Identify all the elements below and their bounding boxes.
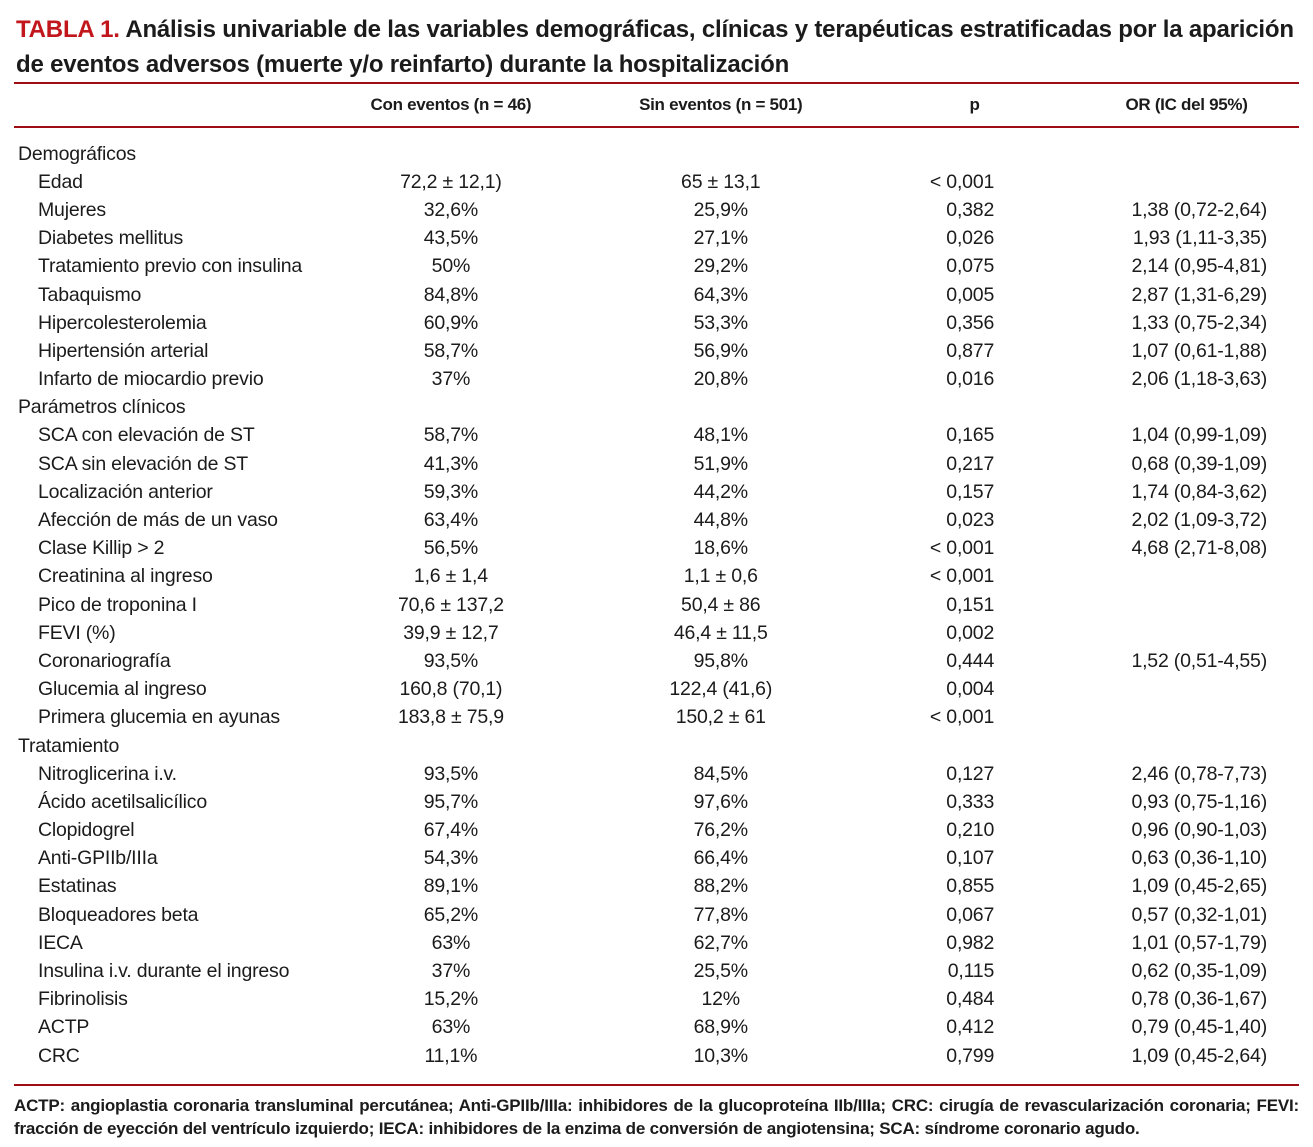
row-label: Fibrinolisis (38, 988, 128, 1011)
cell-p-value: 0,127 (946, 762, 995, 785)
row-label: Diabetes mellitus (38, 227, 184, 250)
cell-con-eventos: 95,7% (423, 790, 479, 813)
cell-sin-eventos: 66,4% (693, 847, 748, 870)
cell-sin-eventos: 51,9% (693, 452, 748, 475)
row-label: FEVI (%) (38, 621, 116, 644)
cell-con-eventos: 43,5% (423, 227, 479, 250)
cell-sin-eventos: 25,9% (693, 198, 748, 221)
cell-or-value: 1,52 (0,51-4,55) (1131, 649, 1267, 672)
table-row (14, 957, 1299, 985)
cell-sin-eventos: 77,8% (693, 903, 748, 926)
cell-or-value: 1,38 (0,72-2,64) (1131, 198, 1267, 221)
cell-or-value: 0,78 (0,36-1,67) (1131, 988, 1267, 1011)
cell-or-value: 2,14 (0,95-4,81) (1131, 255, 1267, 278)
row-label: Clase Killip > 2 (38, 537, 165, 560)
cell-p-value: 0,067 (946, 903, 995, 926)
row-label: Creatinina al ingreso (38, 565, 213, 588)
table-row (14, 619, 1299, 647)
row-label: Insulina i.v. durante el ingreso (38, 960, 290, 983)
cell-p-value: 0,412 (946, 1016, 995, 1039)
cell-sin-eventos: 48,1% (693, 424, 748, 447)
row-label: Infarto de miocardio previo (38, 368, 264, 391)
footnote: ACTP: angioplastia coronaria transluminal percutánea; Anti-GPIIb/IIIa: inhibidores de la glucoproteína IIb/IIIa; CRC: cirugía de revascularización coronaria; FEVI: fracción de eyección del ventrículo izquierdo; IECA: inhibidores de la enzima de conversión de angiotensina; SCA: síndrome coronario agudo. (14, 1096, 1299, 1138)
row-label: Estatinas (38, 875, 117, 898)
cell-p-value: < 0,001 (929, 537, 995, 560)
cell-p-value: 0,877 (946, 339, 995, 362)
table-row (14, 1042, 1299, 1070)
row-label: ACTP (38, 1016, 90, 1039)
cell-sin-eventos: 97,6% (693, 790, 748, 813)
cell-sin-eventos: 68,9% (693, 1016, 748, 1039)
row-label: Primera glucemia en ayunas (38, 706, 280, 729)
cell-or-value: 1,04 (0,99-1,09) (1131, 424, 1267, 447)
table-number-label: TABLA 1. (16, 16, 120, 43)
cell-p-value: 0,002 (946, 621, 995, 644)
bottom-rule (14, 1084, 1299, 1086)
cell-or-value: 0,93 (0,75-1,16) (1131, 790, 1267, 813)
cell-p-value: < 0,001 (929, 706, 995, 729)
cell-sin-eventos: 50,4 ± 86 (681, 593, 761, 616)
column-header-con-eventos: Con eventos (n = 46) (370, 95, 532, 114)
table-title-text: Análisis univariable de las variables demográficas, clínicas y terapéuticas estratificadas por la aparición de eventos adversos (muerte y/o reinfarto) durante la hospitalización (16, 16, 1294, 78)
table-row (14, 422, 1299, 450)
cell-con-eventos: 67,4% (423, 819, 479, 842)
cell-con-eventos: 84,8% (423, 283, 479, 306)
section-header-label: Parámetros clínicos (18, 396, 186, 419)
cell-sin-eventos: 122,4 (41,6) (669, 678, 773, 701)
cell-sin-eventos: 12% (701, 988, 740, 1011)
cell-con-eventos: 65,2% (423, 903, 479, 926)
cell-con-eventos: 72,2 ± 12,1) (400, 170, 502, 193)
row-label: Tabaquismo (38, 283, 142, 306)
cell-sin-eventos: 84,5% (693, 762, 748, 785)
table-row (14, 986, 1299, 1014)
table-row (14, 535, 1299, 563)
section-header-row (14, 732, 1299, 760)
row-label: IECA (38, 931, 83, 954)
cell-sin-eventos: 44,2% (693, 480, 748, 503)
cell-con-eventos: 183,8 ± 75,9 (397, 706, 504, 729)
cell-p-value: 0,444 (946, 649, 995, 672)
row-label: Ácido acetilsalicílico (38, 790, 208, 813)
cell-or-value: 0,96 (0,90-1,03) (1131, 819, 1267, 842)
row-label: Pico de troponina I (38, 593, 197, 616)
table-row (14, 168, 1299, 196)
table-row (14, 506, 1299, 534)
cell-p-value: 0,799 (946, 1044, 995, 1067)
cell-con-eventos: 37% (431, 368, 471, 391)
cell-p-value: 0,982 (946, 931, 995, 954)
cell-sin-eventos: 64,3% (693, 283, 748, 306)
cell-con-eventos: 89,1% (423, 875, 479, 898)
cell-or-value: 1,33 (0,75-2,34) (1131, 311, 1267, 334)
cell-con-eventos: 37% (431, 960, 471, 983)
cell-con-eventos: 63,4% (423, 509, 479, 532)
table-row (14, 478, 1299, 506)
cell-or-value (1074, 168, 1299, 196)
cell-or-value (1074, 676, 1299, 704)
header-rule (14, 126, 1299, 128)
row-label: SCA con elevación de ST (38, 424, 255, 447)
table-row (14, 760, 1299, 788)
table-row (14, 563, 1299, 591)
cell-sin-eventos: 65 ± 13,1 (681, 170, 761, 193)
section-header-label: Tratamiento (18, 734, 120, 757)
cell-p-value: 0,075 (946, 255, 995, 278)
page-title (14, 12, 1299, 82)
section-header-row (14, 140, 1299, 168)
cell-p-value: < 0,001 (929, 565, 995, 588)
cell-sin-eventos: 29,2% (693, 255, 748, 278)
cell-or-value: 1,07 (0,61-1,88) (1131, 339, 1267, 362)
cell-or-value: 1,74 (0,84-3,62) (1131, 480, 1267, 503)
cell-sin-eventos: 1,1 ± 0,6 (683, 565, 758, 588)
row-label: Glucemia al ingreso (38, 678, 207, 701)
table-row (14, 901, 1299, 929)
cell-sin-eventos: 88,2% (693, 875, 748, 898)
cell-or-value: 4,68 (2,71-8,08) (1131, 537, 1267, 560)
cell-con-eventos: 54,3% (423, 847, 479, 870)
column-header-sin-eventos: Sin eventos (n = 501) (639, 95, 803, 114)
cell-or-value: 1,09 (0,45-2,64) (1131, 1044, 1267, 1067)
cell-or-value: 1,09 (0,45-2,65) (1131, 875, 1267, 898)
row-label: CRC (38, 1044, 80, 1067)
cell-or-value: 2,02 (1,09-3,72) (1131, 509, 1267, 532)
data-table (14, 140, 1299, 1070)
cell-sin-eventos: 10,3% (693, 1044, 748, 1067)
cell-sin-eventos: 53,3% (693, 311, 748, 334)
row-label: SCA sin elevación de ST (38, 452, 249, 475)
cell-con-eventos: 93,5% (423, 649, 479, 672)
cell-p-value: 0,333 (946, 790, 995, 813)
row-label: Hipertensión arterial (38, 339, 209, 362)
cell-p-value: 0,382 (946, 198, 995, 221)
table-row (14, 337, 1299, 365)
table-row (14, 929, 1299, 957)
cell-con-eventos: 160,8 (70,1) (399, 678, 503, 701)
cell-con-eventos: 39,9 ± 12,7 (403, 621, 499, 644)
row-label: Anti-GPIIb/IIIa (38, 847, 158, 870)
cell-sin-eventos: 76,2% (693, 819, 748, 842)
cell-con-eventos: 93,5% (423, 762, 479, 785)
cell-con-eventos: 15,2% (423, 988, 479, 1011)
table-row (14, 873, 1299, 901)
row-label: Clopidogrel (38, 819, 135, 842)
cell-or-value (1074, 591, 1299, 619)
cell-p-value: 0,115 (947, 960, 995, 983)
cell-sin-eventos: 20,8% (693, 368, 748, 391)
cell-or-value: 0,63 (0,36-1,10) (1131, 847, 1267, 870)
cell-con-eventos: 63% (431, 931, 471, 954)
cell-p-value: 0,107 (946, 847, 995, 870)
row-label: Nitroglicerina i.v. (38, 762, 177, 785)
cell-sin-eventos: 46,4 ± 11,5 (673, 621, 768, 644)
cell-sin-eventos: 25,5% (693, 960, 748, 983)
cell-con-eventos: 32,6% (423, 198, 479, 221)
cell-sin-eventos: 95,8% (693, 649, 748, 672)
cell-con-eventos: 63% (431, 1016, 471, 1039)
cell-or-value: 0,62 (0,35-1,09) (1131, 960, 1267, 983)
row-label: Hipercolesterolemia (38, 311, 207, 334)
cell-or-value: 1,01 (0,57-1,79) (1131, 931, 1267, 954)
table-row (14, 817, 1299, 845)
table-row (14, 704, 1299, 732)
cell-con-eventos: 58,7% (423, 339, 479, 362)
cell-p-value: 0,484 (946, 988, 995, 1011)
table-row (14, 1014, 1299, 1042)
table-row (14, 450, 1299, 478)
cell-or-value (1074, 619, 1299, 647)
cell-p-value: 0,217 (946, 452, 995, 475)
cell-or-value: 2,87 (1,31-6,29) (1131, 283, 1267, 306)
cell-con-eventos: 59,3% (423, 480, 479, 503)
section-header-label: Demográficos (18, 142, 136, 165)
cell-con-eventos: 56,5% (423, 537, 479, 560)
table-row (14, 845, 1299, 873)
cell-p-value: 0,210 (946, 819, 995, 842)
cell-or-value: 2,06 (1,18-3,63) (1131, 368, 1267, 391)
cell-p-value: < 0,001 (929, 170, 995, 193)
cell-or-value: 0,68 (0,39-1,09) (1131, 452, 1267, 475)
table-row (14, 591, 1299, 619)
cell-con-eventos: 11,1% (424, 1044, 478, 1067)
cell-or-value: 0,79 (0,45-1,40) (1131, 1016, 1267, 1039)
table-row (14, 281, 1299, 309)
cell-p-value: 0,165 (946, 424, 995, 447)
cell-con-eventos: 60,9% (423, 311, 479, 334)
cell-sin-eventos: 56,9% (693, 339, 748, 362)
column-header-table (14, 84, 1299, 126)
column-header-variable (14, 84, 335, 126)
cell-sin-eventos: 62,7% (693, 931, 748, 954)
cell-p-value: 0,157 (946, 480, 995, 503)
row-label: Coronariografía (38, 649, 171, 672)
table-row (14, 196, 1299, 224)
cell-con-eventos: 1,6 ± 1,4 (413, 565, 488, 588)
section-header-row (14, 394, 1299, 422)
cell-p-value: 0,026 (946, 227, 995, 250)
table-body (14, 140, 1299, 1070)
cell-p-value: 0,004 (946, 678, 995, 701)
cell-or-value (1074, 563, 1299, 591)
cell-or-value: 0,57 (0,32-1,01) (1131, 903, 1267, 926)
cell-p-value: 0,855 (946, 875, 995, 898)
row-label: Mujeres (38, 198, 106, 221)
row-label: Bloqueadores beta (38, 903, 199, 926)
cell-con-eventos: 58,7% (423, 424, 479, 447)
column-header-or: OR (IC del 95%) (1125, 95, 1248, 114)
table-row (14, 309, 1299, 337)
row-label: Afección de más de un vaso (38, 509, 278, 532)
table-row (14, 647, 1299, 675)
cell-p-value: 0,023 (946, 509, 995, 532)
cell-or-value: 1,93 (1,11-3,35) (1132, 227, 1267, 250)
table-row (14, 253, 1299, 281)
cell-p-value: 0,356 (946, 311, 995, 334)
table-row (14, 225, 1299, 253)
cell-sin-eventos: 18,6% (693, 537, 748, 560)
cell-sin-eventos: 44,8% (693, 509, 748, 532)
cell-sin-eventos: 27,1% (693, 227, 748, 250)
cell-or-value: 2,46 (0,78-7,73) (1131, 762, 1267, 785)
cell-p-value: 0,151 (946, 593, 995, 616)
cell-p-value: 0,005 (946, 283, 995, 306)
cell-sin-eventos: 150,2 ± 61 (675, 706, 766, 729)
table-row (14, 788, 1299, 816)
cell-or-value (1074, 704, 1299, 732)
row-label: Localización anterior (38, 480, 213, 503)
cell-con-eventos: 41,3% (423, 452, 479, 475)
column-header-p: p (969, 95, 980, 114)
row-label: Tratamiento previo con insulina (38, 255, 303, 278)
table-row (14, 366, 1299, 394)
cell-con-eventos: 50% (431, 255, 471, 278)
row-label: Edad (38, 170, 83, 193)
column-header-row (14, 84, 1299, 126)
cell-p-value: 0,016 (946, 368, 995, 391)
cell-con-eventos: 70,6 ± 137,2 (397, 593, 504, 616)
table-row (14, 676, 1299, 704)
